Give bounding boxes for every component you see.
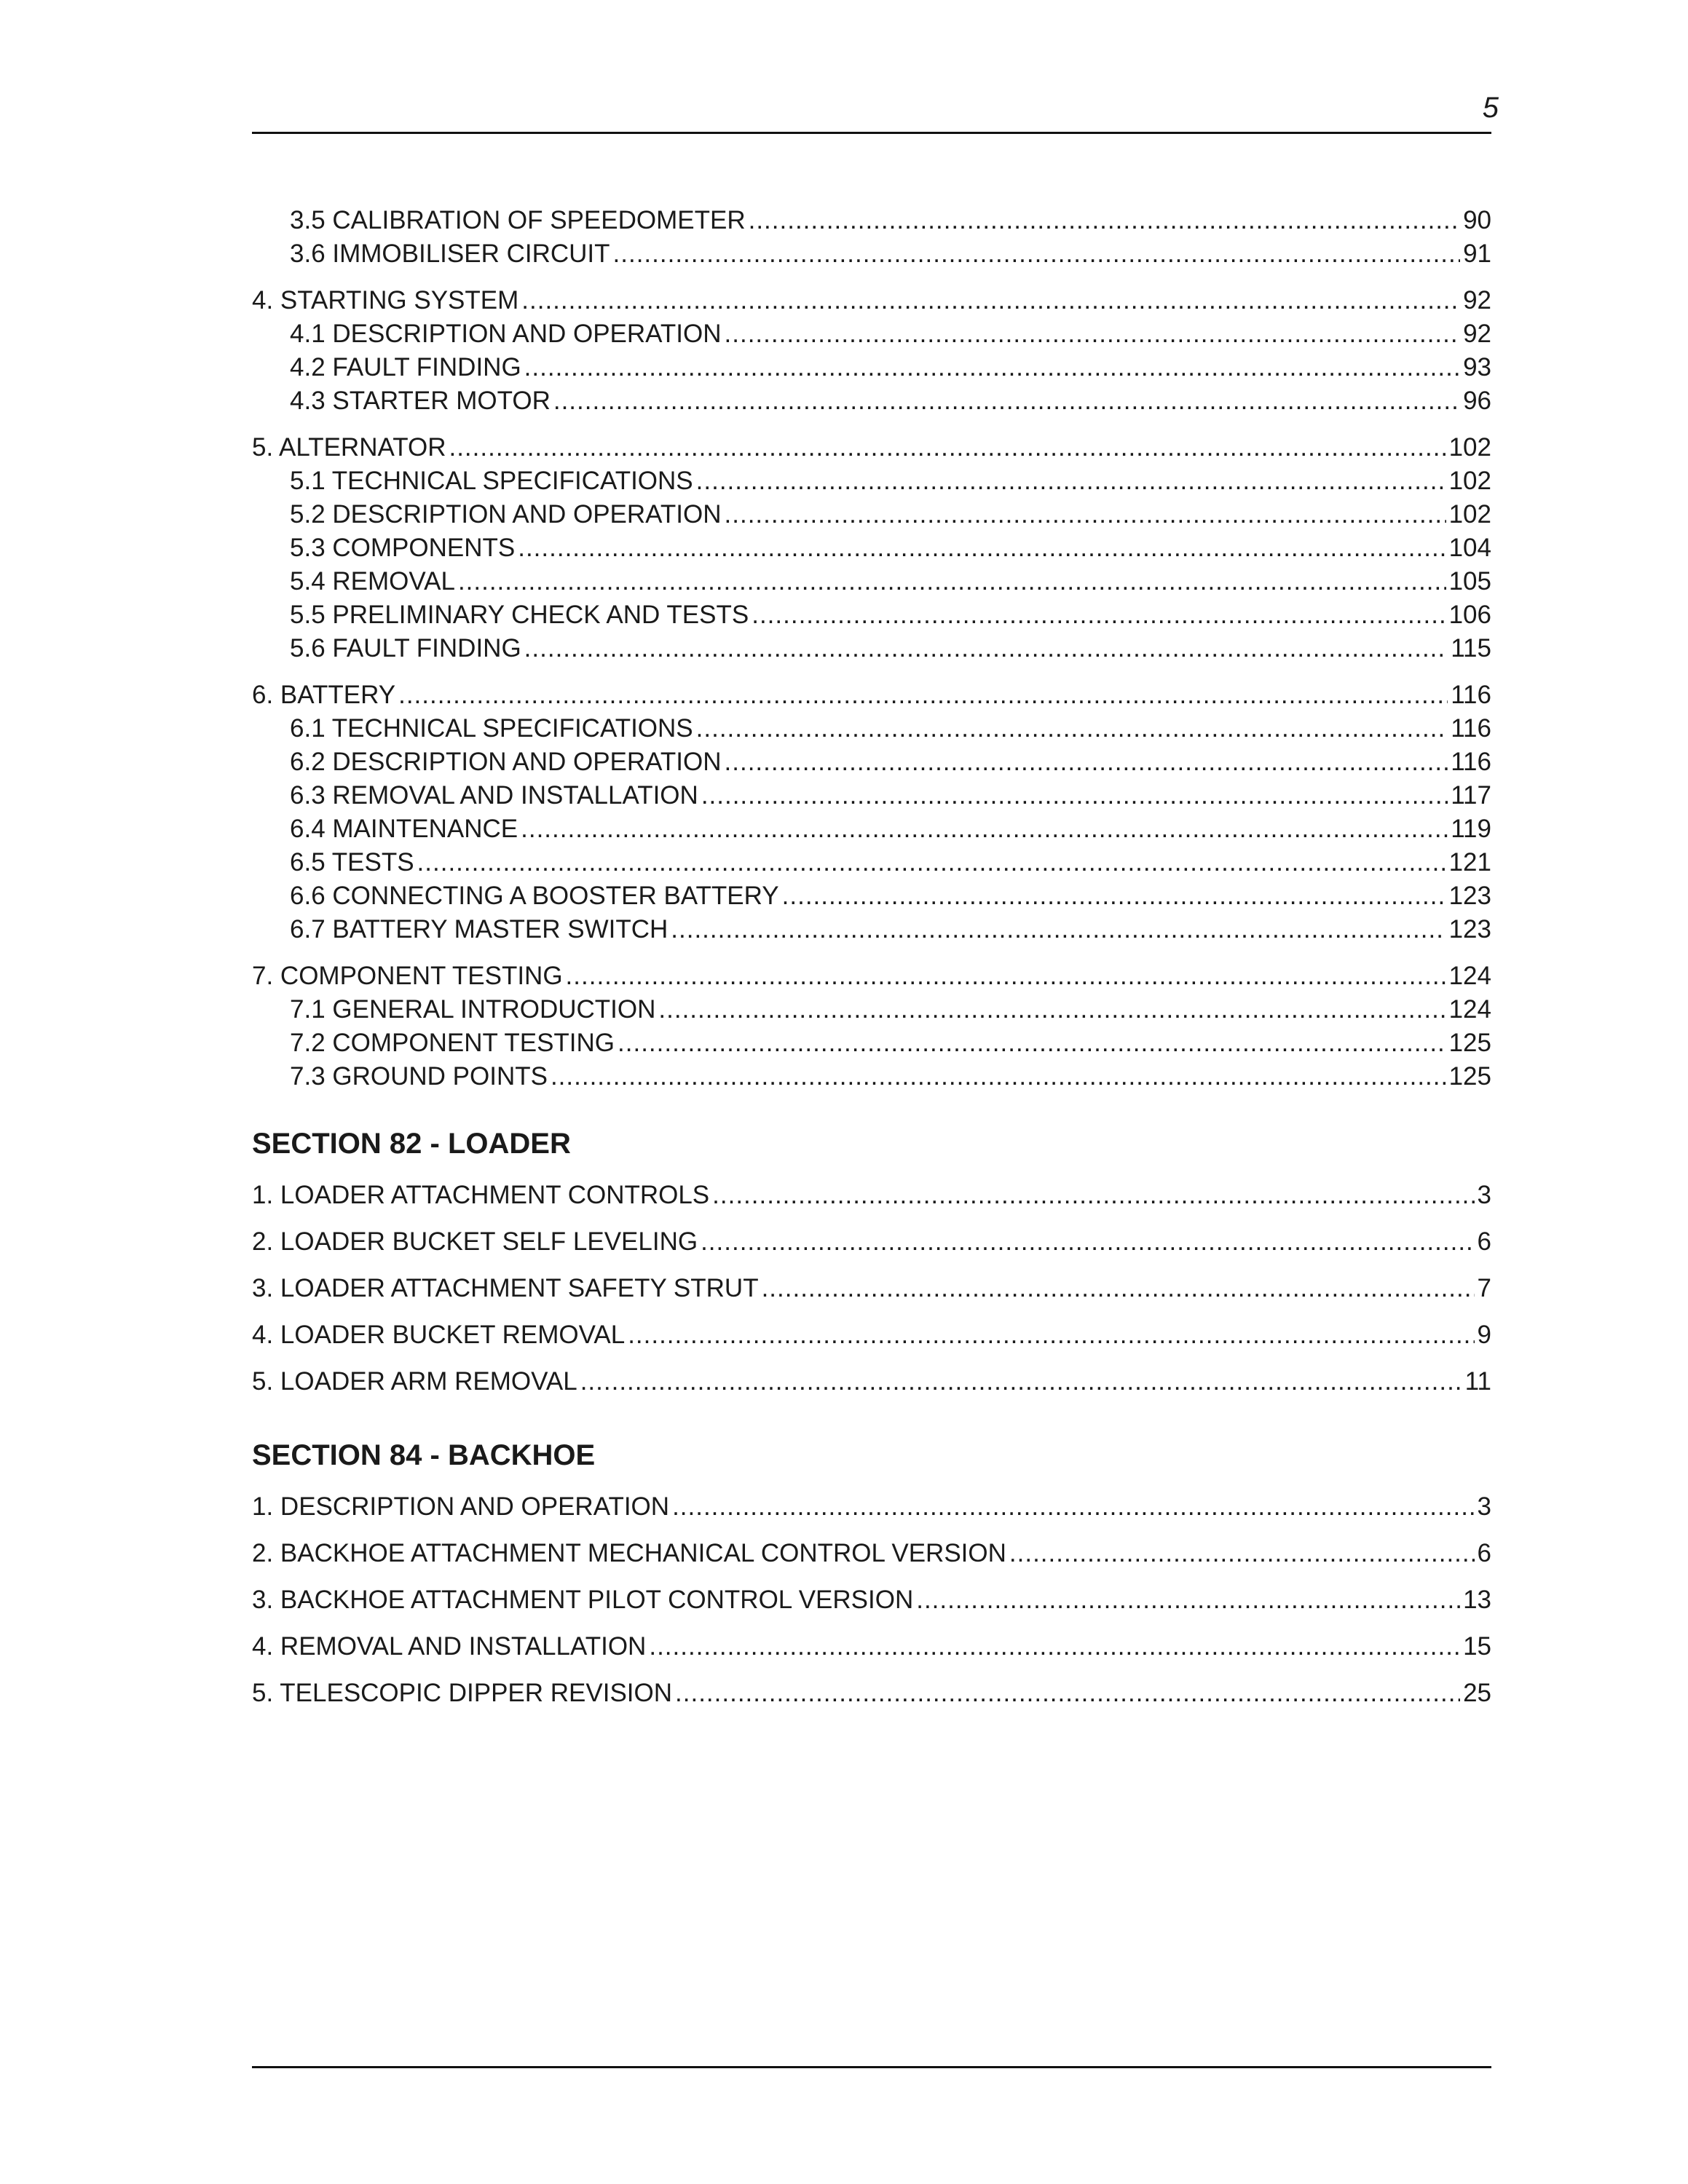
dot-leader [551,1060,1446,1093]
dot-leader [521,812,1448,846]
toc-entry-page: 93 [1463,353,1491,381]
toc-entry-page: 15 [1463,1632,1491,1661]
dot-leader [628,1312,1474,1358]
dot-leader [696,464,1446,498]
toc-entry-page: 116 [1451,714,1491,743]
dot-leader [782,879,1446,913]
toc-entry [252,1219,1491,1265]
dot-leader [725,317,1461,351]
toc-entry-title: 4.1 DESCRIPTION AND OPERATION [290,320,722,348]
toc-entry-page: 102 [1448,500,1491,529]
dot-leader [749,204,1460,237]
dot-leader [725,745,1448,779]
toc-entry [252,745,1491,779]
toc-entry [252,1623,1491,1670]
toc-entry [252,237,1491,271]
toc-entry [252,1484,1491,1530]
toc-entry-title: 5.5 PRELIMINARY CHECK AND TESTS [290,601,749,629]
dot-leader [752,598,1446,632]
continued-entries [252,204,1491,1093]
toc-entry [252,531,1491,565]
toc-entry-title: 7.3 GROUND POINTS [290,1062,548,1091]
toc-entry-title: 6.6 CONNECTING A BOOSTER BATTERY [290,882,779,910]
toc-entry-page: 25 [1463,1679,1491,1707]
toc-entry [252,384,1491,418]
toc-entry-page: 125 [1448,1029,1491,1057]
dot-leader [658,993,1446,1026]
toc-entry-title: 7.1 GENERAL INTRODUCTION [290,995,656,1024]
toc-entry-page: 106 [1448,601,1491,629]
toc-entry-title: 6.4 MAINTENANCE [290,815,518,843]
toc-entry-page: 104 [1448,534,1491,562]
toc-entry-title: 5.6 FAULT FINDING [290,634,521,662]
dot-leader [524,632,1448,665]
toc-entry-page: 123 [1448,915,1491,943]
toc-entry-title: 3. BACKHOE ATTACHMENT PILOT CONTROL VERSION [252,1586,914,1614]
toc-entry-title: 5. ALTERNATOR [252,433,446,462]
toc-entry-title: 5.3 COMPONENTS [290,534,516,562]
section-heading: SECTION 84 - BACKHOE [252,1439,596,1471]
toc-entry-title: 6.5 TESTS [290,848,414,877]
toc-entry [252,1670,1491,1717]
dot-leader [649,1623,1460,1670]
dot-leader [618,1026,1446,1060]
dot-leader [701,779,1448,812]
dot-leader [566,960,1446,993]
toc-entry-title: 6.7 BATTERY MASTER SWITCH [290,915,669,943]
toc-entry-page: 96 [1463,387,1491,415]
dot-leader [762,1265,1475,1312]
toc-entry-page: 11 [1464,1367,1491,1396]
dot-leader [671,913,1446,946]
section-entry-list [252,1484,1491,1717]
dot-leader [701,1219,1474,1265]
toc-entry [252,598,1491,632]
section-heading: SECTION 82 - LOADER [252,1128,571,1160]
toc-entry [252,993,1491,1026]
toc-entry [252,351,1491,384]
toc-entry-page: 13 [1463,1586,1491,1614]
dot-leader [672,1484,1474,1530]
toc-entry-page: 124 [1448,962,1491,990]
toc-entry-title: 6.3 REMOVAL AND INSTALLATION [290,781,698,810]
toc-entry-page: 6 [1477,1539,1491,1567]
toc-entry-title: 7.2 COMPONENT TESTING [290,1029,615,1057]
toc-entry [252,498,1491,531]
toc-entry-title: 4. STARTING SYSTEM [252,286,519,314]
dot-leader [916,1577,1460,1623]
toc-entry-page: 117 [1451,781,1491,810]
toc-entry-title: 4.2 FAULT FINDING [290,353,521,381]
toc-entry-title: 1. LOADER ATTACHMENT CONTROLS [252,1181,710,1209]
header-rule [252,132,1491,134]
toc-entry-page: 91 [1463,240,1491,268]
toc-entry [252,879,1491,913]
toc-entry [252,1060,1491,1093]
toc-entry-page: 119 [1451,815,1491,843]
toc-entry [252,284,1491,317]
toc-entry-title: 6.2 DESCRIPTION AND OPERATION [290,748,722,776]
toc-entry-page: 102 [1448,467,1491,495]
toc-entry-page: 92 [1463,286,1491,314]
toc-entry [252,1358,1491,1405]
dot-leader [458,565,1446,598]
toc-entry [252,1026,1491,1060]
toc-entry-title: 2. BACKHOE ATTACHMENT MECHANICAL CONTROL VERSION [252,1539,1006,1567]
toc-entry-title: 5. TELESCOPIC DIPPER REVISION [252,1679,673,1707]
footer-rule [252,2066,1491,2068]
toc-entry-page: 124 [1448,995,1491,1024]
toc-entry-title: 4.3 STARTER MOTOR [290,387,551,415]
dot-leader [417,846,1446,879]
dot-leader [675,1670,1460,1717]
toc-entry-page: 9 [1477,1321,1491,1349]
toc-entry-page: 123 [1448,882,1491,910]
toc-entry [252,1312,1491,1358]
toc-entry-page: 116 [1451,748,1491,776]
toc-entry [252,913,1491,946]
toc-entry-page: 116 [1451,681,1491,709]
toc-entry [252,464,1491,498]
dot-leader [613,237,1461,271]
toc-entry [252,565,1491,598]
toc-entry-title: 1. DESCRIPTION AND OPERATION [252,1492,670,1521]
toc-entry-page: 90 [1463,206,1491,234]
toc-entry-page: 102 [1448,433,1491,462]
dot-leader [521,284,1460,317]
toc-entry [252,1265,1491,1312]
dot-leader [449,431,1446,464]
toc-entry-title: 3.6 IMMOBILISER CIRCUIT [290,240,610,268]
table-of-contents [252,204,1491,1717]
toc-entry [252,678,1491,712]
toc-entry [252,1530,1491,1577]
section-list-container [252,1125,1491,1717]
toc-entry [252,317,1491,351]
toc-entry-page: 6 [1477,1227,1491,1256]
toc-entry [252,431,1491,464]
page-number: 5 [1482,92,1499,124]
toc-entry-page: 121 [1448,848,1491,877]
dot-leader [725,498,1446,531]
toc-entry [252,1172,1491,1219]
toc-entry-title: 3.5 CALIBRATION OF SPEEDOMETER [290,206,746,234]
dot-leader [696,712,1448,745]
dot-leader [524,351,1460,384]
toc-entry [252,1577,1491,1623]
toc-entry-title: 6. BATTERY [252,681,396,709]
toc-entry-page: 115 [1451,634,1491,662]
toc-entry [252,846,1491,879]
dot-leader [553,384,1460,418]
toc-entry [252,960,1491,993]
toc-entry [252,204,1491,237]
dot-leader [518,531,1446,565]
toc-entry-title: 4. REMOVAL AND INSTALLATION [252,1632,647,1661]
toc-entry-page: 105 [1448,567,1491,596]
toc-entry [252,779,1491,812]
toc-entry [252,712,1491,745]
toc-entry-page: 7 [1477,1274,1491,1302]
dot-leader [1009,1530,1475,1577]
toc-entry-page: 125 [1448,1062,1491,1091]
toc-entry-title: 5.2 DESCRIPTION AND OPERATION [290,500,722,529]
toc-entry-title: 2. LOADER BUCKET SELF LEVELING [252,1227,698,1256]
dot-leader [580,1358,1462,1405]
toc-entry [252,812,1491,846]
toc-entry-title: 5.1 TECHNICAL SPECIFICATIONS [290,467,693,495]
dot-leader [712,1172,1474,1219]
toc-entry-title: 6.1 TECHNICAL SPECIFICATIONS [290,714,693,743]
dot-leader [398,678,1448,712]
toc-entry-title: 5. LOADER ARM REMOVAL [252,1367,577,1396]
toc-entry-page: 3 [1477,1492,1491,1521]
toc-entry-title: 7. COMPONENT TESTING [252,962,563,990]
section-entry-list [252,1172,1491,1405]
toc-entry-title: 4. LOADER BUCKET REMOVAL [252,1321,626,1349]
toc-entry-page: 3 [1477,1181,1491,1209]
toc-entry [252,632,1491,665]
toc-entry-title: 3. LOADER ATTACHMENT SAFETY STRUT [252,1274,759,1302]
toc-entry-title: 5.4 REMOVAL [290,567,455,596]
toc-entry-page: 92 [1463,320,1491,348]
